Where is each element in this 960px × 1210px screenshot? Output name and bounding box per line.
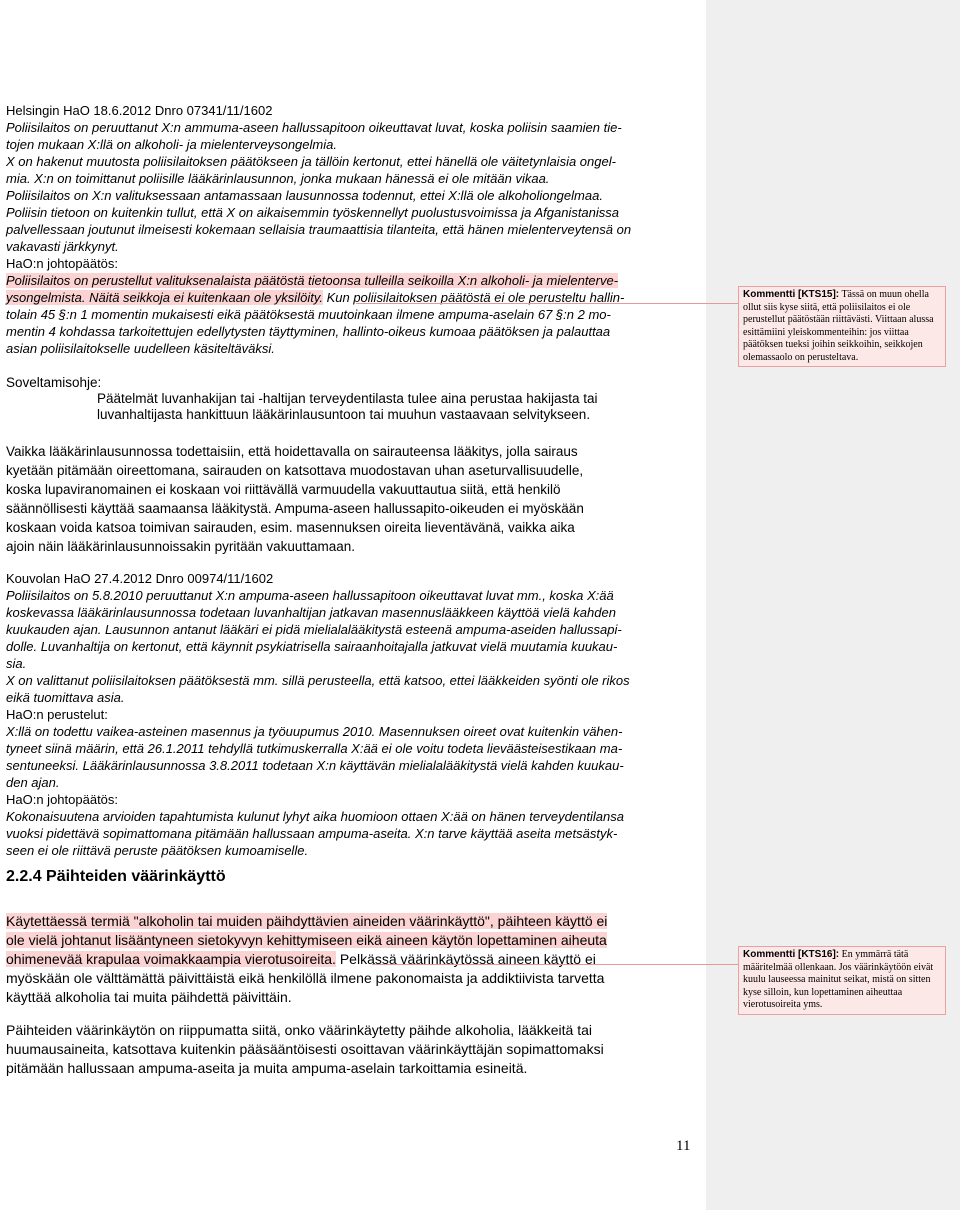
case-text: mia. X:n on toimittanut poliisille lääkärinlausunnon, jonka mukaan hänessä ei ole mitään vikaa. — [6, 171, 550, 186]
case-text: vakavasti järkkynyt. — [6, 239, 119, 254]
case-text: Kun poliisilaitoksen päätöstä ei ole perusteltu hallin- — [322, 290, 625, 305]
body-text: säännöllisesti käyttää saamaansa lääkitystä. Ampuma-aseen hallussapito-oikeuden ei myöskään — [6, 501, 584, 516]
guidance-text: Päätelmät luvanhakijan tai -haltijan terveydentilasta tulee aina perustaa hakijasta tai — [97, 391, 598, 406]
body-text: Pelkässä väärinkäytössä aineen käyttö ei — [335, 951, 596, 967]
conclusion-label: HaO:n johtopäätös: — [6, 256, 119, 271]
comment-tag: Kommentti [KTS16]: — [743, 949, 840, 960]
highlighted-text: Käytettäessä termiä "alkoholin tai muiden päihdyttävien aineiden väärinkäyttö", päihteen käyttö ei — [6, 913, 608, 929]
case-text: Poliisilaitos on peruuttanut X:n ammuma-aseen hallussapitoon oikeuttavat luvat, koska poliisin saamien tie- — [6, 120, 622, 135]
case-title: Helsingin HaO 18.6.2012 Dnro 07341/11/1602 — [6, 103, 273, 118]
case-text: Poliisin tietoon on kuitenkin tullut, että X on aikaisemmin työskennellyt puolustusvoimissa ja Afganistanissa — [6, 205, 620, 220]
case-text: vuoksi pidettävä sopimattomana pitämään hallussaan ampuma-aseita. X:n tarve käyttää aseita metsästyk- — [6, 826, 618, 841]
guidance-label: Soveltamisohje: — [6, 375, 102, 390]
reasoning-label: HaO:n perustelut: — [6, 707, 108, 722]
highlighted-text: Poliisilaitos on perustellut valituksenalaista päätöstä tietoonsa tulleilla seikoilla X:n alkoholi- ja mielenterve- — [6, 273, 619, 288]
case-text: mentin 4 kohdassa tarkoitettujen edellytysten täyttyminen, hallinto-oikeus kumoaa päätöksen ja palauttaa — [6, 324, 611, 339]
body-text: Päihteiden väärinkäytön on riippumatta siitä, onko väärinkäytetty päihde alkoholia, lääkkeitä tai — [6, 1022, 593, 1038]
body-text: kyetään pitämään oireettomana, sairauden on katsottava muodostavan uhan aseturvallisuudelle, — [6, 463, 584, 478]
case-text: X on valittanut poliisilaitoksen päätöksestä mm. sillä perusteella, että katsoo, ettei lääkkeiden syönti ole rikos — [6, 673, 630, 688]
case-text: kuukauden ajan. Lausunnon antanut lääkäri ei pidä mielialalääkitystä esteenä ampuma-aseiden hallussapi- — [6, 622, 622, 637]
comment-text: Tässä on muun ohella ollut siis kyse siitä, että poliisilaitos ei ole perustellut päätöstään riittävästi. Viittaan alussa esittämiini yleiskommenteihin: jos viittaa päätöksen tueksi joihin seikkoihin, seikkojen olemassaolo on perusteltava. — [743, 289, 934, 363]
body-text: koska lupaviranomainen ei koskaan voi riittävällä varmuudella vakuuttautua siitä, että henkilö — [6, 482, 561, 497]
comment-connector — [372, 964, 738, 965]
case-text: asian poliisilaitokselle uudelleen käsiteltäväksi. — [6, 341, 275, 356]
case-text: X on hakenut muutosta poliisilaitoksen päätökseen ja tällöin kertonut, ettei hänellä ole väitetynlaisia ongel- — [6, 154, 616, 169]
case-text: tojen mukaan X:llä on alkoholi- ja mielenterveysongelmia. — [6, 137, 337, 152]
body-text: pitämään hallussaan ampuma-aseita ja muita ampuma-aselain tarkoittamia esineitä. — [6, 1060, 528, 1076]
case-text: eikä tuomittava asia. — [6, 690, 125, 705]
highlighted-text: ysongelmista. Näitä seikkoja ei kuitenkaan ole yksilöity. — [6, 290, 323, 305]
case-text: X:llä on todettu vaikea-asteinen masennus ja työuupumus 2010. Masennuksen oireet ovat kuitenkin vähen- — [6, 724, 623, 739]
case-text: sentuneeksi. Lääkärinlausunnossa 3.8.2011 todetaan X:n käyttävän mielialalääkitystä vielä kahden kuukau- — [6, 758, 624, 773]
conclusion-label: HaO:n johtopäätös: — [6, 792, 119, 807]
highlighted-text: ole vielä johtanut lisääntyneen sietokyvyn kehittymiseen eikä aineen käytön lopettaminen aiheuta — [6, 932, 607, 948]
body-text: huumausaineita, katsottava kuitenkin pääsääntöisesti osoittavan väärinkäyttäjän sopimattomaksi — [6, 1041, 604, 1057]
case-text: palvellessaan joutunut ilmeisesti kokemaan sellaisia traumaattisia tilanteita, että hänen mielenterveytensä on — [6, 222, 632, 237]
guidance-text: luvanhaltijasta hankittuun lääkärinlausuntoon tai muuhun vastaavaan selvitykseen. — [97, 407, 591, 422]
case-text: den ajan. — [6, 775, 60, 790]
section-heading: 2.2.4 Päihteiden väärinkäyttö — [6, 868, 226, 885]
body-text: koskaan voida katsoa toimivan sairauden, esim. masennuksen oireita lieventävänä, vaikka aika — [6, 520, 575, 535]
case-text: Kokonaisuutena arvioiden tapahtumista kulunut lyhyt aika huomioon ottaen X:ää on hänen terveydentilansa — [6, 809, 624, 824]
case-text: tolain 45 §:n 1 momentin mukaisesti eikä päätöksestä muutoinkaan ilmene ampuma-aselain 67 §:n 2 mo- — [6, 307, 611, 322]
case-text: Poliisilaitos on 5.8.2010 peruuttanut X:n ampuma-aseen hallussapitoon oikeuttavat luvat mm., koska X:ää — [6, 588, 614, 603]
case-text: tyneet siinä määrin, että 26.1.2011 tehdyllä tutkimuskerralla X:ää ei ole voitu todeta lieväästeisestikaan ma- — [6, 741, 623, 756]
comment-margin — [706, 0, 960, 1210]
case-text: dolle. Luvanhaltija on kertonut, että käynnit psykiatrisella sairaanhoitajalla jatkuvat vielä muutamia kuukau- — [6, 639, 618, 654]
body-text: käyttää alkoholia tai muita päihdettä päivittäin. — [6, 989, 292, 1005]
comment-connector — [356, 303, 738, 304]
page-number: 11 — [676, 1138, 691, 1154]
highlighted-text: ohimenevää krapulaa voimakkaampia vierotusoireita. — [6, 951, 336, 967]
body-text: myöskään ole välttämättä päivittäistä eikä henkilöllä ilmene pakonomaista ja addiktiivista tarvetta — [6, 970, 605, 986]
case-title: Kouvolan HaO 27.4.2012 Dnro 00974/11/1602 — [6, 571, 274, 586]
body-text: Vaikka lääkärinlausunnossa todettaisiin, että hoidettavalla on sairauteensa lääkitys, jolla sairaus — [6, 444, 578, 459]
case-text: sia. — [6, 656, 27, 671]
comment-balloon[interactable] — [738, 286, 946, 367]
comment-text: En ymmärrä tätä määritelmää ollenkaan. Jos väärinkäytöön eivät kuulu lauseessa mainitut seikat, mistä on sitten kyse silloin, kun lopettaminen aiheuttaa vierotusoireita yms. — [743, 949, 934, 1010]
case-text: koskevassa lääkärinlausunnossa todetaan luvanhaltijan jatkavan masennuslääkkeen käyttöä vielä kahden — [6, 605, 616, 620]
comment-tag: Kommentti [KTS15]: — [743, 289, 840, 300]
comment-balloon[interactable] — [738, 946, 946, 1015]
case-text: seen ei ole riittävä peruste päätöksen kumoamiselle. — [6, 843, 309, 858]
case-text: Poliisilaitos on X:n valituksessaan antamassaan lausunnossa todennut, ettei X:llä ole alkoholiongelmaa. — [6, 188, 603, 203]
body-text: ajoin näin lääkärinlausunnoissakin pyritään vakuuttamaan. — [6, 539, 355, 554]
